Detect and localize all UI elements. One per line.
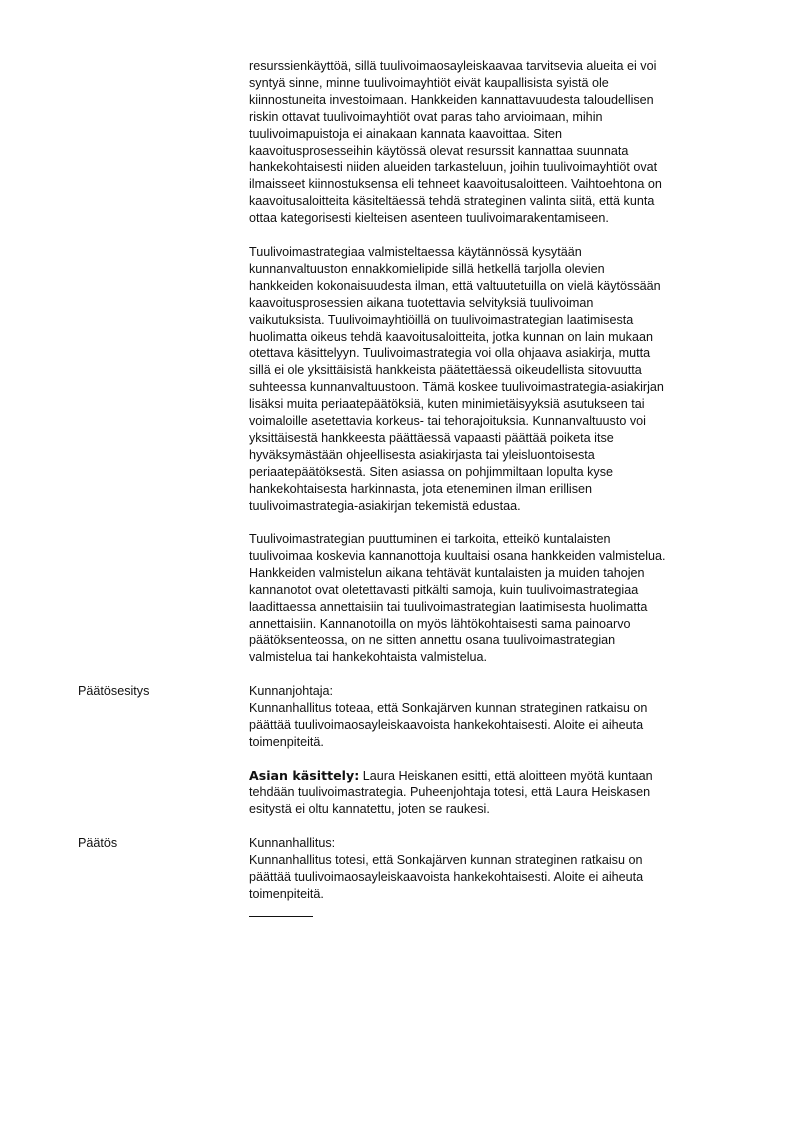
handling-label: Asian käsittely: (249, 767, 360, 783)
paragraph-missing-strategy: Tuulivoimastrategian puuttuminen ei tarkoita, etteikö kuntalaisten tuulivoimaa koskevia kannanottoja kuultaisi osana hankkeiden valmistelua. Hankkeiden valmistelun aikana tehtävät kuntalaisten ja muiden tahojen kannanotot ovat oletettavasti pitkälti samoja, kuin tuulivoimastrategiaa laadittaessa annettaisiin tai tuulivoimastrategian laatimisesta huolimatta annettaisiin. Kannanotoilla on myös lähtökohtaisesti sama painoarvo päätöksenteossa, on ne sitten annettu osana tuulivoimastrategian valmistelua tai hankekohtaista valmistelua. (249, 532, 666, 665)
handling-paragraph (249, 768, 747, 819)
decision-speaker: Kunnanhallitus: (249, 836, 336, 850)
proposal-speaker: Kunnanjohtaja: (249, 684, 334, 698)
handling-text: Laura Heiskanen esitti, että aloitteen myötä kuntaan tehdään tuulivoimastrategia. Puheenjohtaja totesi, että Laura Heiskasen esitystä ei oltu kannatettu, joten se raukesi. (249, 768, 653, 817)
proposal-text: Kunnanhallitus toteaa, että Sonkajärven kunnan strateginen ratkaisu on päättää tuulivoimaosayleiskaavoista hankekohtaisesti. Aloite ei aiheuta toimenpiteitä. (249, 700, 648, 749)
paragraph-resource-use: resurssienkäyttöä, sillä tuulivoimaosayleiskaavaa tarvitsevia alueita ei voi syntyä sinne, minne tuulivoimayhtiöt eivät kaupallisista syistä ole kiinnostuneita investoimaan. Hankkeiden kannattavuudesta taloudellisen riskin ottavat tuulivoimayhtiöt ovat paras taho arvioimaan, mihin tuulivoimapuistoja ei ainakaan kannata kaavoittaa. Siten kaavoitusprosesseihin käytössä olevat resurssit kannattaa suunnata hankekohtaisesti niiden alueiden tarkasteluun, joihin tuulivoimayhtiöt ovat ilmaisseet kiinnostuksensa eli tehneet kaavoitusaloitteen. Vaihtoehtona on kaavoitusaloitteita käsiteltäessä tehdä strateginen valinta siitä, että kunta ottaa kategorisesti kielteisen asenteen tuulivoimarakentamiseen. (249, 59, 662, 226)
decision-label: Päätös (78, 836, 118, 850)
paragraph-strategy-preparation: Tuulivoimastrategiaa valmisteltaessa käytännössä kysytään kunnanvaltuuston ennakkomielipide sillä hetkellä tarjolla olevien hankkeiden kokonaisuudesta ilman, että valtuutetuilla on vielä käytössään kaavoitusprosessien aikana tuotettavia selvityksiä tuulivoiman vaikutuksista. Tuulivoimayhtiöillä on tuulivoimastrategian laatimisesta huolimatta oikeus tehdä kaavoitusaloitteita, jotka kunnan on lain mukaan otettava käsittelyyn. Tuulivoimastrategia voi olla ohjaava asiakirja, mutta sillä ei ole yksittäisistä hankkeista päätettäessä oikeudellista sitovuutta suhteessa kunnanvaltuustoon. Tämä koskee tuulivoimastrategia-asiakirjan lisäksi muita periaatepäätöksiä, kuten minimietäisyyksiä asutukseen tai voimaloille asetettavia korkeus- tai tehorajoituksia. Kunnanvaltuusto voi yksittäisestä hankkeesta päättäessä vapaasti päättää poiketa itse hyväksymästään ohjeellisesta asiakirjasta tai yleisluontoisesta periaatepäätöksestä. Siten asiassa on pohjimmiltaan lopulta kyse hankekohtaisesta harkinnasta, jota eteneminen ilman erillisen tuulivoimastrategia-asiakirjan tekemistä edustaa. (249, 245, 664, 513)
decision-section (249, 835, 747, 917)
proposal-section (249, 683, 747, 818)
decision-text: Kunnanhallitus totesi, että Sonkajärven kunnan strateginen ratkaisu on päättää tuulivoimaosayleiskaavoista hankekohtaisesti. Aloite ei aiheuta toimenpiteitä. (249, 852, 644, 901)
end-divider (249, 916, 313, 917)
proposal-label: Päätösesitys (78, 684, 150, 698)
